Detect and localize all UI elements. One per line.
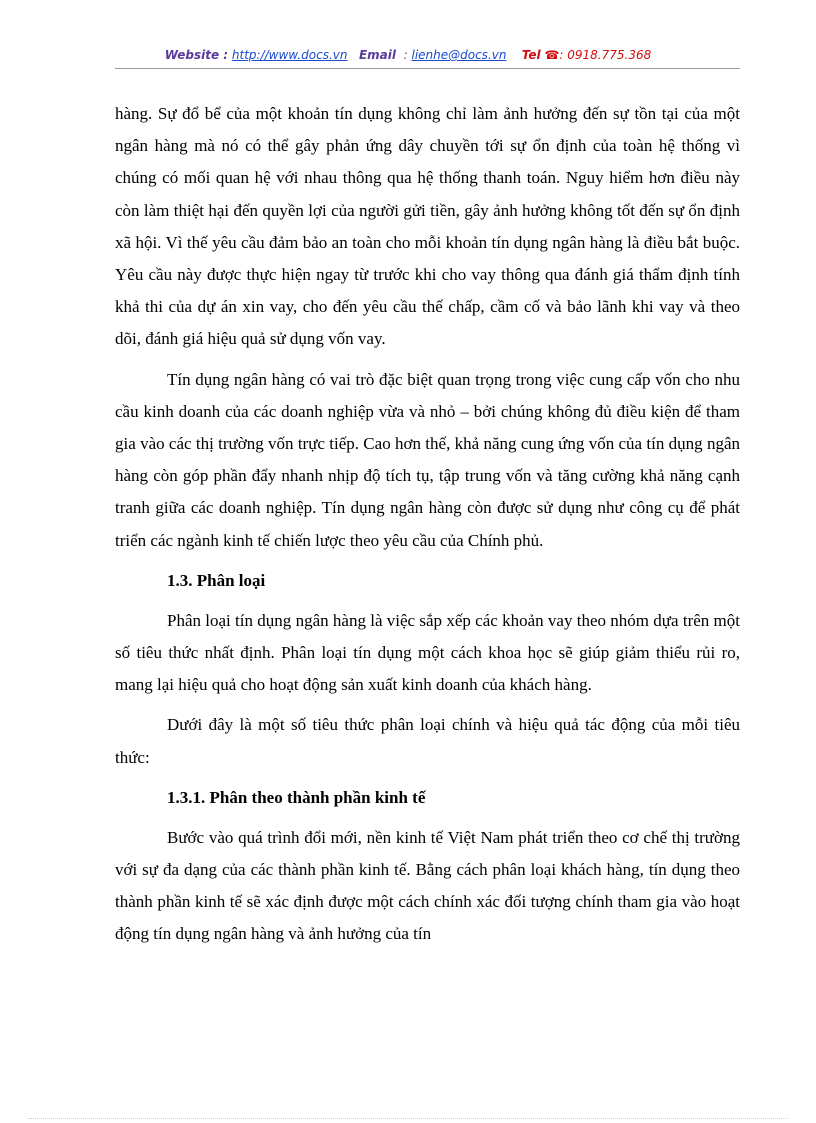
paragraph-1: hàng. Sự đổ bể của một khoản tín dụng không chỉ làm ảnh hưởng đến sự tồn tại của một ngân hàng mà nó có thể gây phản ứng dây chuyền tới sự ổn định của toàn hệ thống vì chúng có mối quan hệ với nhau thông qua hệ thống thanh toán. Nguy hiểm hơn điều này còn làm thiệt hại đến quyền lợi của người gửi tiền, gây ảnh hưởng không tốt đến sự ổn định xã hội. Vì thế yêu cầu đảm bảo an toàn cho mỗi khoản tín dụng ngân hàng là điều bắt buộc. Yêu cầu này được thực hiện ngay từ trước khi cho vay thông qua đánh giá thẩm định tính khả thi của dự án xin vay, cho đến yêu cầu thế chấp, cầm cố và bảo lãnh khi vay và theo dõi, đánh giá hiệu quả sử dụng vốn vay. xyxy=(115,104,740,349)
phone-icon: ☎ xyxy=(544,48,560,62)
website-label: Website : xyxy=(164,48,229,62)
paragraph-5: Bước vào quá trình đổi mới, nền kinh tế Việt Nam phát triển theo cơ chế thị trường với sự đa dạng của các thành phần kinh tế. Bằng cách phân loại khách hàng, tín dụng theo thành phần kinh tế sẽ xác định được một cách chính xác đối tượng chính tham gia vào hoạt động tín dụng ngân hàng và ảnh hưởng của tín xyxy=(115,827,740,944)
document-body xyxy=(115,98,740,951)
section-heading-1-3: 1.3. Phân loại xyxy=(167,570,266,590)
paragraph-3: Phân loại tín dụng ngân hàng là việc sắp xếp các khoản vay theo nhóm dựa trên một số tiêu thức nhất định. Phân loại tín dụng một cách khoa học sẽ giúp giảm thiểu rủi ro, mang lại hiệu quả cho hoạt động sản xuất kinh doanh của khách hàng. xyxy=(115,610,740,695)
website-link[interactable]: http://www.docs.vn xyxy=(231,48,348,62)
paragraph-2: Tín dụng ngân hàng có vai trò đặc biệt quan trọng trong việc cung cấp vốn cho nhu cầu kinh doanh của các doanh nghiệp vừa và nhỏ – bởi chúng không đủ điều kiện để tham gia vào các thị trường vốn trực tiếp. Cao hơn thế, khả năng cung ứng vốn của tín dụng ngân hàng còn góp phần đẩy nhanh nhịp độ tích tụ, tập trung vốn và tăng cường khả năng cạnh tranh giữa các doanh nghiệp. Tín dụng ngân hàng còn được sử dụng như công cụ để phát triển các ngành kinh tế chiến lược theo yêu cầu của Chính phủ. xyxy=(115,369,740,550)
header-divider xyxy=(115,68,740,69)
email-label: Email xyxy=(358,48,396,62)
email-separator: : xyxy=(403,48,408,62)
page-header xyxy=(0,48,816,62)
tel-label: Tel xyxy=(521,48,541,62)
footer-divider xyxy=(28,1118,788,1119)
email-link[interactable]: lienhe@docs.vn xyxy=(411,48,507,62)
tel-value: : 0918.775.368 xyxy=(559,48,652,62)
paragraph-4: Dưới đây là một số tiêu thức phân loại chính và hiệu quả tác động của mỗi tiêu thức: xyxy=(115,715,740,767)
section-heading-1-3-1: 1.3.1. Phân theo thành phần kinh tế xyxy=(167,787,426,807)
